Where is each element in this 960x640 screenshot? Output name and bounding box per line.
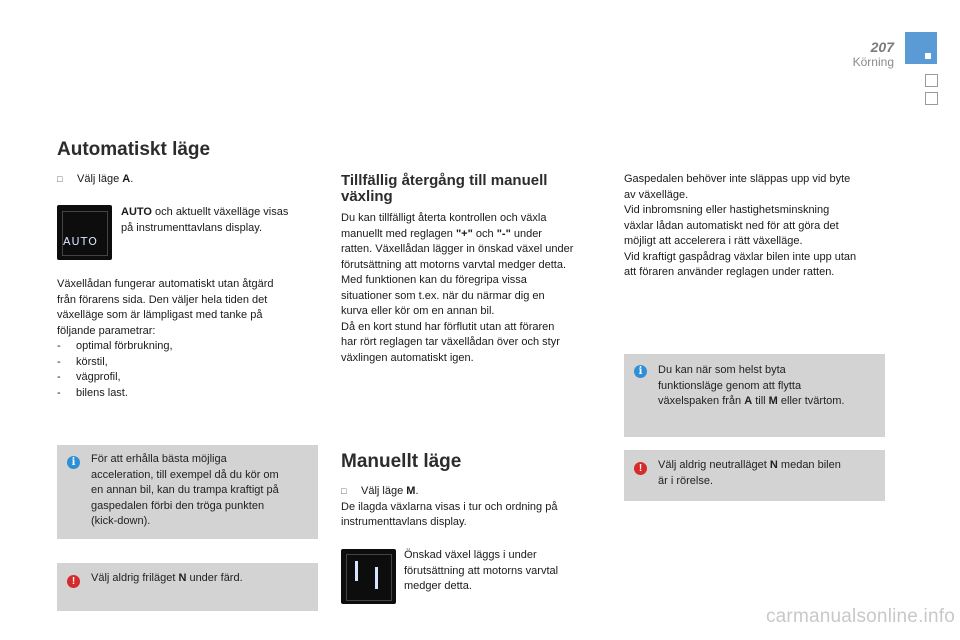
info-box-switch-mode: i Du kan när som helst byta funktionsläge genom att flytta växelspaken från A till M eller tvärtom. [624,354,885,437]
tab-marker-empty [925,92,938,105]
automatic-body-text: Växellådan fungerar automatiskt utan åtgärd från förarens sida. Den väljer hela tiden det växelläge som är lämpligast med tanke på följande parametrar: - optimal förbrukning, - körstil, - vägprofil, - bilens last. [57,277,322,401]
checkbox-bullet-icon: □ [57,174,63,184]
gear-indicator-bar [355,561,358,581]
warning-icon: ! [67,575,80,588]
automatic-mode-title: Automatiskt läge [57,139,211,160]
manual-mode-title: Manuellt läge [341,451,462,472]
temporary-manual-body: Du kan tillfälligt återta kontrollen och växla manuellt med reglagen "+" och "-" under ratten. Växellådan lägger in önskad växel under förutsättning att motorns varvtal medger detta. Med funktionen kan du föregripa vissa situationer som t.ex. när du närmar dig en kurva eller kör om en annan bil. Då en kort stund har förflutit utan att föraren har rört reglagen tar växellådan över och styr växlingen automatiskt igen. [341,212,574,364]
info-icon: i [634,365,647,378]
tab-marker [925,53,931,59]
manual-gear-description: Önskad växel läggs i under förutsättning att motorns varvtal medger detta. [404,549,559,592]
info-icon: i [67,456,80,469]
checkbox-bullet-icon: □ [341,486,347,496]
select-mode-a-step: □ Välj läge A. [57,172,317,188]
list-item: - bilens last. [57,386,128,399]
auto-description: AUTO och aktuellt växelläge visas på instrumenttavlans display. [121,206,289,234]
tab-marker-empty [925,74,938,87]
section-title: Körning [852,55,894,69]
warning-icon: ! [634,462,647,475]
list-item: - optimal förbrukning, [57,340,173,352]
select-mode-m-step: □ Välj läge M. De ilagda växlarna visas i tur och ordning på instrumenttavlans display. [341,485,558,528]
warning-box-neutral: ! Välj aldrig friläget N under färd. [57,563,318,611]
manual-gear-display-image [341,549,396,604]
list-item: - körstil, [57,355,108,368]
chapter-tab [905,32,937,64]
auto-display-image: AUTO [57,205,112,260]
warning-box-neutral-moving: ! Välj aldrig neutralläget N medan bilen är i rörelse. [624,450,885,501]
temporary-manual-title: Tillfällig återgång till manuell växling [341,172,548,205]
page-number: 207 [870,39,894,55]
right-body-text: Gaspedalen behöver inte släppas upp vid byte av växelläge. Vid inbromsning eller hastighetsminskning växlar lådan automatiskt ned för att göra det möjligt att accelerera i rätt växelläge. Vid kraftigt gaspådrag växlar bilen inte upp utan att föraren använder reglagen under ratten. [624,173,857,278]
gear-digit [375,567,378,589]
list-item: - vägprofil, [57,371,121,383]
info-box-kickdown: i För att erhålla bästa möjliga acceleration, till exempel då du kör om en annan bil, kan du trampa kraftigt på gaspedalen förbi den tröga punkten (kick-down). [57,445,318,539]
watermark: carmanualsonline.info [765,606,955,627]
